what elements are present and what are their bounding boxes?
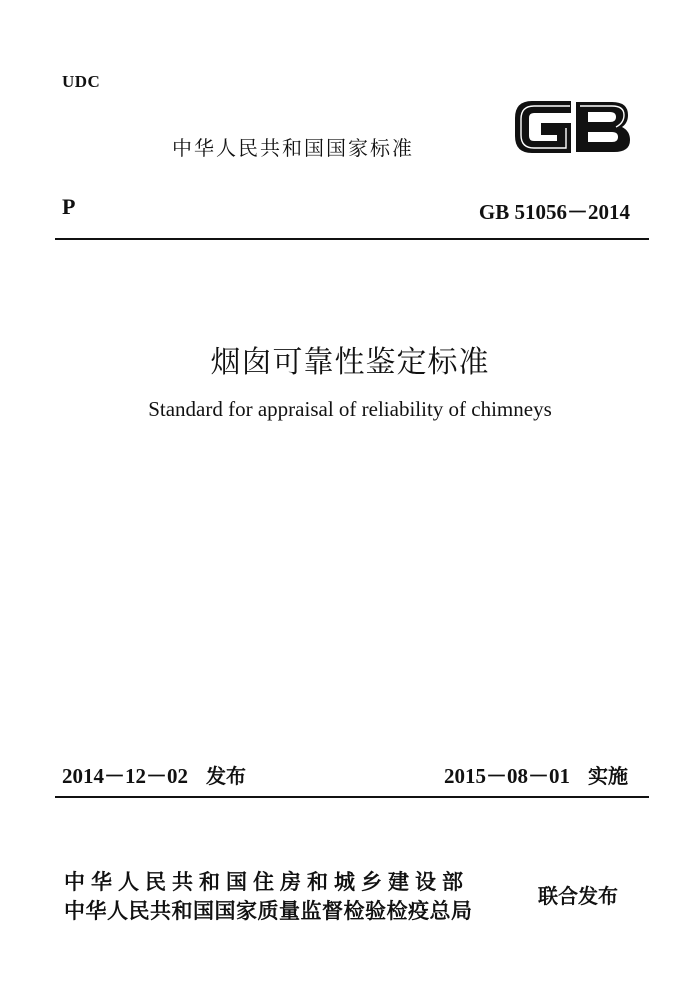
title-chinese: 烟囱可靠性鉴定标准 (210, 345, 490, 380)
implementation-label: 实施 (588, 764, 628, 788)
implementation-date: 2015－08－01 (444, 764, 570, 788)
top-divider (55, 238, 649, 240)
national-standard-label: 中华人民共和国国家标准 (172, 136, 414, 160)
classification-code: P (62, 194, 76, 219)
issue-date-line (62, 760, 246, 790)
implementation-date-line (444, 760, 628, 790)
standard-number: GB 51056－2014 (478, 200, 630, 224)
issuer-ministry-housing: 中华人民共和国住房和城乡建设部 (64, 870, 469, 894)
issue-label: 发布 (206, 764, 246, 788)
issue-date: 2014－12－02 (62, 764, 188, 788)
bottom-divider (55, 796, 649, 798)
issuer-aqsiq: 中华人民共和国国家质量监督检验检疫总局 (64, 899, 473, 923)
joint-issue-label: 联合发布 (538, 884, 618, 908)
title-english: Standard for appraisal of reliability of chimneys (148, 397, 552, 421)
gb-logo-icon (512, 96, 634, 158)
udc-label: UDC (62, 72, 101, 91)
